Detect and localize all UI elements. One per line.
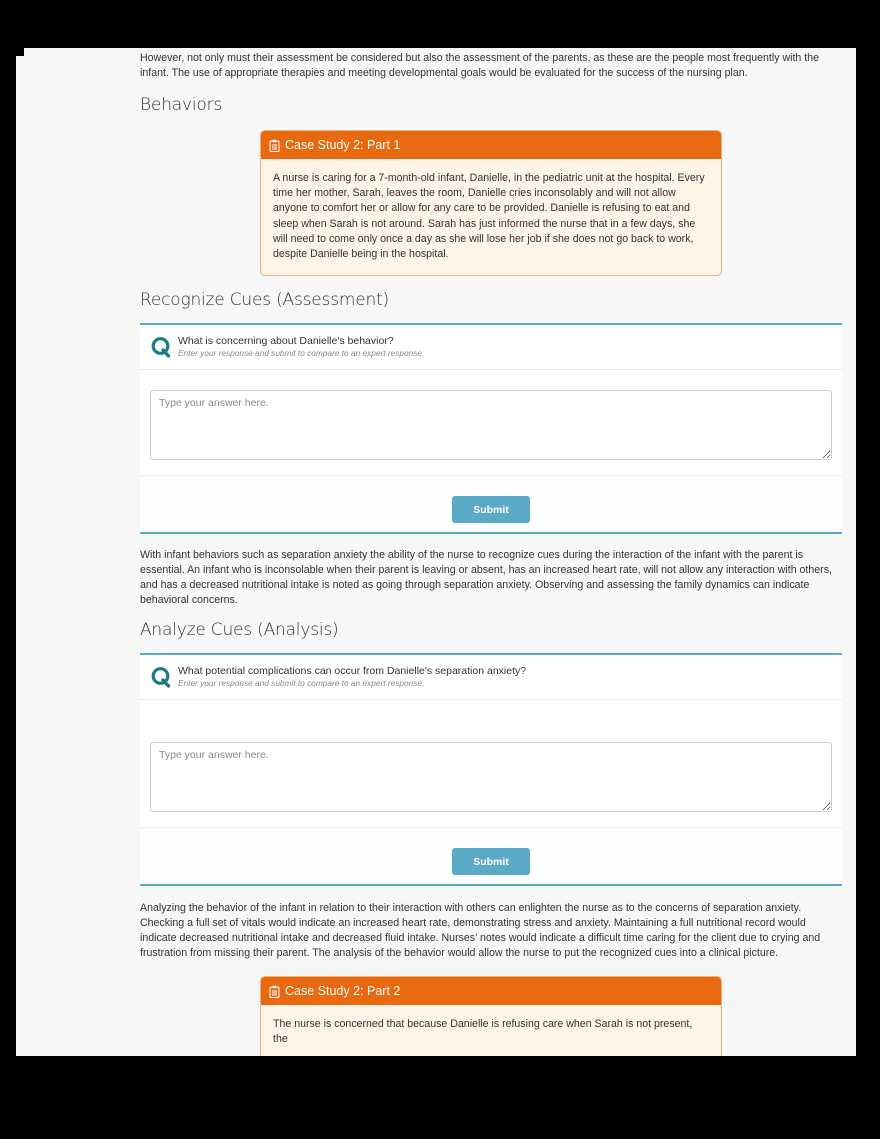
q-icon (150, 666, 172, 688)
question-block-2 (140, 653, 842, 886)
content-column (140, 48, 842, 1056)
question-header (140, 325, 842, 370)
question-text: What is concerning about Danielle's behavior? (178, 335, 394, 348)
analyze-cues-paragraph: Analyzing the behavior of the infant in relation to their interaction with others can enlighten the nurse as to the concerns of separation anxiety. Checking a full set of vitals would indicate an increased heart rate, demonstrating stress and anxiety. Maintaining a full nutritional record would indicate decreased nutritional intake and decreased fluid intake. Nurses’ notes would indicate a difficult time caring for the client due to crying and frustration from missing their parent. The analysis of the behavior would allow the nurse to put the recognized cues into a clinical picture. (140, 902, 821, 960)
answer-textarea[interactable] (150, 390, 832, 460)
intro-line-1: However, not only must their assessment be considered but also the assessment of the parents, as these are the people most frequently with the (140, 52, 819, 64)
answer-area (140, 370, 842, 476)
q-icon (150, 336, 172, 358)
case-study-part-2 (260, 976, 722, 1056)
submit-row (140, 828, 842, 884)
answer-textarea[interactable] (150, 742, 832, 812)
clipboard-icon (269, 985, 280, 998)
intro-line-2: infant. The use of appropriate therapies and meeting developmental goals would be evaluated for the success of the nursing plan. (140, 67, 748, 79)
case-study-part-1 (260, 130, 722, 276)
section-heading-recognize-cues: Recognize Cues (Assessment) (140, 290, 389, 311)
case-study-title: Case Study 2: Part 1 (285, 138, 401, 152)
recognize-cues-paragraph: With infant behaviors such as separation anxiety the ability of the nurse to recognize cues during the interaction of the infant with the parent is essential. An infant who is inconsolable when their parent is leaving or absent, has an increased heart rate, will not allow any interaction with others, and has a decreased nutritional intake is noted as going through separation anxiety. Observing and assessing the family dynamics can indicate behavioral concerns. (140, 549, 832, 607)
case-study-header (261, 977, 721, 1005)
question-instruction: Enter your response and submit to compare to an expert response. (178, 678, 425, 689)
question-text: What potential complications can occur from Danielle's separation anxiety? (178, 665, 527, 678)
question-instruction: Enter your response and submit to compare to an expert response. (178, 348, 425, 359)
case-study-body: A nurse is caring for a 7-month-old infant, Danielle, in the pediatric unit at the hospital. Every time her mother, Sarah, leaves the room, Danielle cries inconsolably and will not allow anyone to comfort her or allow for any care to be provided. Danielle is refusing to eat and sleep when Sarah is not around. Sarah has just informed the nurse that in a few days, she will need to come only once a day as she will lose her job if she does not go back to work, despite Danielle being in the hospital. (273, 172, 705, 261)
submit-button[interactable]: Submit (452, 496, 530, 523)
section-heading-behaviors: Behaviors (140, 95, 223, 115)
case-study-header (261, 131, 721, 159)
answer-area (140, 700, 842, 828)
clipboard-icon (269, 139, 280, 152)
page-corner-notch (16, 48, 24, 56)
submit-button[interactable]: Submit (452, 848, 530, 875)
case-study-body: The nurse is concerned that because Danielle is refusing care when Sarah is not present, the (273, 1018, 693, 1046)
question-header (140, 655, 842, 700)
document-page (16, 48, 856, 1056)
case-study-title: Case Study 2: Part 2 (285, 984, 401, 999)
submit-row (140, 476, 842, 532)
question-block-1 (140, 323, 842, 534)
section-heading-analyze-cues: Analyze Cues (Analysis) (140, 620, 339, 641)
